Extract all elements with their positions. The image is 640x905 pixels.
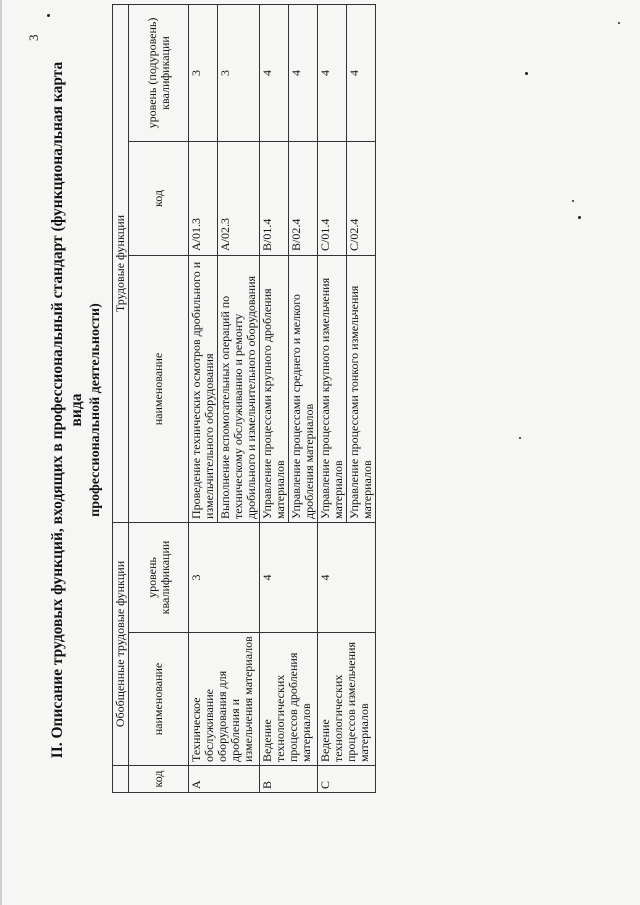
func-name: Управление процессами крупного измельчения материалов [318,256,347,523]
col-labor-code: код [129,142,189,256]
func-name: Управление процессами крупного дробления материалов [260,256,289,523]
col-labor-name: наименование [129,256,189,523]
func-name: Управление процессами тонкого измельчения материалов [347,256,376,523]
gen-code: B [260,766,318,793]
header-labor: Трудовые функции [113,4,129,522]
gen-code: A [189,766,260,793]
func-name: Выполнение вспомогательных операций по техническому обслуживанию и ремонту дробильного и измельчительного оборудования [218,256,260,523]
gen-code: C [318,766,376,793]
col-code: код [129,766,189,793]
func-level: 4 [289,4,318,141]
table-row [189,4,218,792]
col-sublevel: уровень (подуровень) квалификации [129,4,189,141]
func-name: Управление процессами среднего и мелкого дробления материалов [289,256,318,523]
title-line-2: профессиональной деятельности) [88,303,103,517]
gen-level: 3 [189,523,260,633]
col-level: уровень квалификации [129,523,189,633]
func-code: A/01.3 [189,142,218,256]
col-name: наименование [129,633,189,766]
func-level: 4 [260,4,289,141]
func-code: C/01.4 [318,142,347,256]
func-name: Проведение технических осмотров дробильного и измельчительного оборудования [189,256,218,523]
func-level: 3 [218,4,260,141]
func-code: B/02.4 [289,142,318,256]
table-row [318,4,347,792]
gen-level: 4 [318,523,376,633]
section-title [48,45,105,775]
func-level: 4 [318,4,347,141]
page-number: 3 [26,34,41,41]
gen-name: Ведение технологических процессов измельчения материалов [318,633,376,766]
table-row [260,4,289,792]
func-code: B/01.4 [260,142,289,256]
gen-level: 4 [260,523,318,633]
header-empty [113,766,129,793]
func-code: C/02.4 [347,142,376,256]
func-level: 3 [189,4,218,141]
func-level: 4 [347,4,376,141]
gen-name: Техническое обслуживание оборудования для дробления и измельчения материалов [189,633,260,766]
title-line-1: II. Описание трудовых функций, входящих в профессиональный стандарт (функциональная карта вида [49,61,85,759]
header-generalized: Обобщенные трудовые функции [113,523,129,766]
func-code: A/02.3 [218,142,260,256]
functions-table [112,4,376,793]
gen-name: Ведение технологических процессов дробления материалов [260,633,318,766]
